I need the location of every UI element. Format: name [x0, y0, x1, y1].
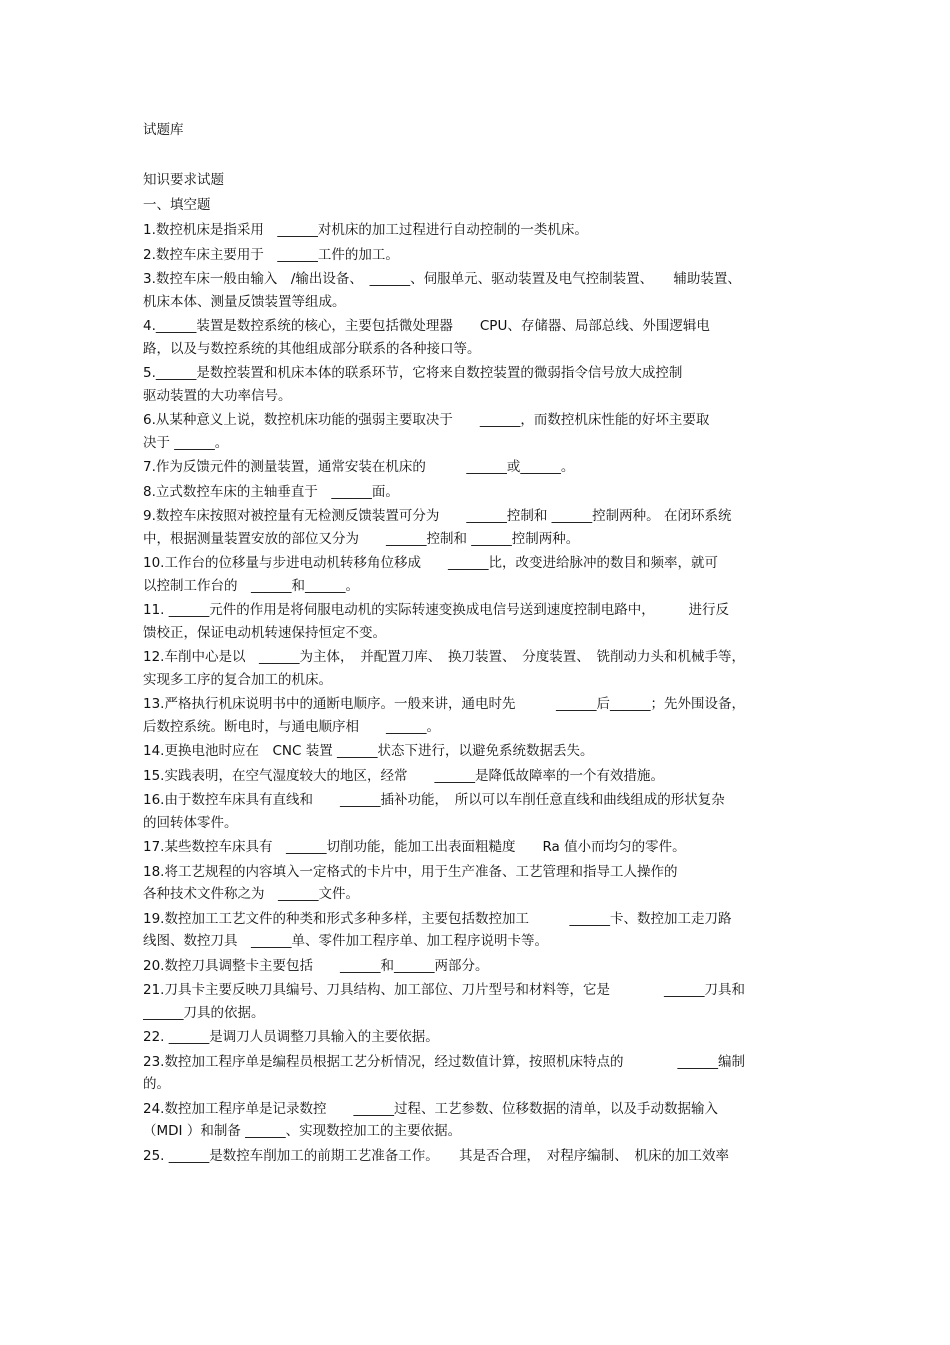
question-text-line: 24.数控加工程序单是记录数控 ______过程、工艺参数、位移数据的清单，以及手动数据输入 — [143, 1100, 718, 1117]
question-item — [143, 908, 808, 953]
question-text-line: 3.数控车床一般由输入 /输出设备、 ______、伺服单元、驱动装置及电气控制装置、 辅助装置、 — [143, 271, 741, 287]
question-text-line: 18.将工艺规程的内容填入一定格式的卡片中，用于生产准备、工艺管理和指导工人操作的 — [143, 863, 678, 880]
question-text-line: 以控制工作台的 ______和______。 — [143, 577, 359, 594]
question-text-line: 12.车削中心是以 ______为主体， 并配置刀库、 换刀装置、 分度装置、 铣削动力头和机械手等， — [143, 649, 745, 665]
question-item — [143, 552, 808, 597]
question-item — [143, 456, 808, 479]
question-text-line: 路，以及与数控系统的其他组成部分联系的各种接口等。 — [143, 340, 481, 357]
question-item — [143, 219, 808, 242]
question-text-line: 10.工作台的位移量与步进电动机转移角位移成 ______比，改变进给脉冲的数目和频率，就可 — [143, 555, 718, 571]
document-title: 试题库 — [143, 122, 184, 138]
question-text-line: 各种技术文件称之为 ______文件。 — [143, 886, 359, 902]
question-text-line: 23.数控加工程序单是编程员根据工艺分析情况，经过数值计算，按照机床特点的 ______编制 — [143, 1053, 745, 1070]
question-text-line: 20.数控刀具调整卡主要包括 ______和______两部分。 — [143, 957, 489, 974]
question-item — [143, 789, 808, 834]
question-text-line: 25. ______是数控车削加工的前期工艺准备工作。 其是否合理， 对程序编制、 机床的加工效率 — [143, 1147, 730, 1164]
question-text-line: 的。 — [143, 1076, 170, 1092]
question-list — [143, 219, 808, 1169]
question-item — [143, 505, 808, 550]
question-text-line: 11. ______元件的作用是将伺服电动机的实际转速变换成电信号送到速度控制电路中， 进行反 — [143, 602, 730, 618]
question-text-line: 后数控系统。断电时，与通电顺序相 ______。 — [143, 718, 440, 735]
question-text-line: 15.实践表明，在空气湿度较大的地区，经常 ______是降低故障率的一个有效措施。 — [143, 767, 664, 784]
question-text-line: 1.数控机床是指采用 ______对机床的加工过程进行自动控制的一类机床。 — [143, 222, 588, 238]
question-text-line: （MDI ）和制备 ______、实现数控加工的主要依据。 — [143, 1123, 462, 1139]
question-item — [143, 481, 808, 504]
question-item — [143, 315, 808, 360]
question-item — [143, 836, 808, 859]
question-text-line: 5.______是数控装置和机床本体的联系环节，它将来自数控装置的微弱指令信号放大成控制 — [143, 365, 683, 381]
question-text-line: 17.某些数控车床具有 ______切削功能，能加工出表面粗糙度 Ra 值小而均匀的零件。 — [143, 839, 686, 855]
question-text-line: 的回转体零件。 — [143, 814, 238, 831]
question-item — [143, 740, 808, 763]
question-text-line: 21.刀具卡主要反映刀具编号、刀具结构、加工部位、刀片型号和材料等，它是 ______刀具和 — [143, 982, 745, 998]
question-item — [143, 765, 808, 788]
question-item — [143, 646, 808, 691]
question-item — [143, 1145, 808, 1168]
question-item — [143, 268, 808, 313]
question-text-line: 22. ______是调刀人员调整刀具输入的主要依据。 — [143, 1029, 439, 1045]
question-item — [143, 599, 808, 644]
question-text-line: 馈校正，保证电动机转速保持恒定不变。 — [143, 624, 386, 641]
question-item — [143, 409, 808, 454]
question-text-line: 实现多工序的复合加工的机床。 — [143, 671, 332, 688]
question-text-line: 中，根据测量装置安放的部位又分为 ______控制和 ______控制两种。 — [143, 530, 580, 547]
question-text-line: 6.从某种意义上说，数控机床功能的强弱主要取决于 ______，而数控机床性能的好坏主要取 — [143, 412, 710, 428]
part-title: 一、填空题 — [143, 197, 211, 213]
question-text-line: 7.作为反馈元件的测量装置，通常安装在机床的 ______或______。 — [143, 459, 575, 475]
question-item — [143, 244, 808, 267]
question-text-line: 驱动装置的大功率信号。 — [143, 387, 292, 404]
section-title: 知识要求试题 — [143, 172, 224, 188]
question-item — [143, 955, 808, 978]
question-text-line: 2.数控车床主要用于 ______工件的加工。 — [143, 246, 399, 263]
question-text-line: 8.立式数控车床的主轴垂直于 ______面。 — [143, 483, 399, 500]
question-item — [143, 861, 808, 906]
question-text-line: 线图、数控刀具 ______单、零件加工程序单、加工程序说明卡等。 — [143, 933, 548, 949]
question-text-line: 机床本体、测量反馈装置等组成。 — [143, 293, 346, 310]
question-item — [143, 1026, 808, 1049]
question-text-line: 13.严格执行机床说明书中的通断电顺序。一般来讲，通电时先 ______后______；先外围设备， — [143, 696, 745, 712]
question-text-line: 决于 ______。 — [143, 434, 229, 451]
question-text-line: ______刀具的依据。 — [143, 1004, 265, 1021]
question-item — [143, 1098, 808, 1143]
question-text-line: 16.由于数控车床具有直线和 ______插补功能， 所以可以车削任意直线和曲线组成的形状复杂 — [143, 792, 725, 808]
question-item — [143, 979, 808, 1024]
question-item — [143, 693, 808, 738]
question-text-line: 19.数控加工工艺文件的种类和形式多种多样，主要包括数控加工 ______卡、数控加工走刀路 — [143, 910, 732, 927]
question-item — [143, 1051, 808, 1096]
question-text-line: 14.更换电池时应在 CNC 装置 ______状态下进行，以避免系统数据丢失。 — [143, 743, 594, 759]
question-text-line: 9.数控车床按照对被控量有无检测反馈装置可分为 ______控制和 ______控制两种。 在闭环系统 — [143, 508, 732, 524]
question-text-line: 4.______装置是数控系统的核心，主要包括微处理器 CPU、存储器、局部总线、外围逻辑电 — [143, 318, 710, 334]
question-item — [143, 362, 808, 407]
